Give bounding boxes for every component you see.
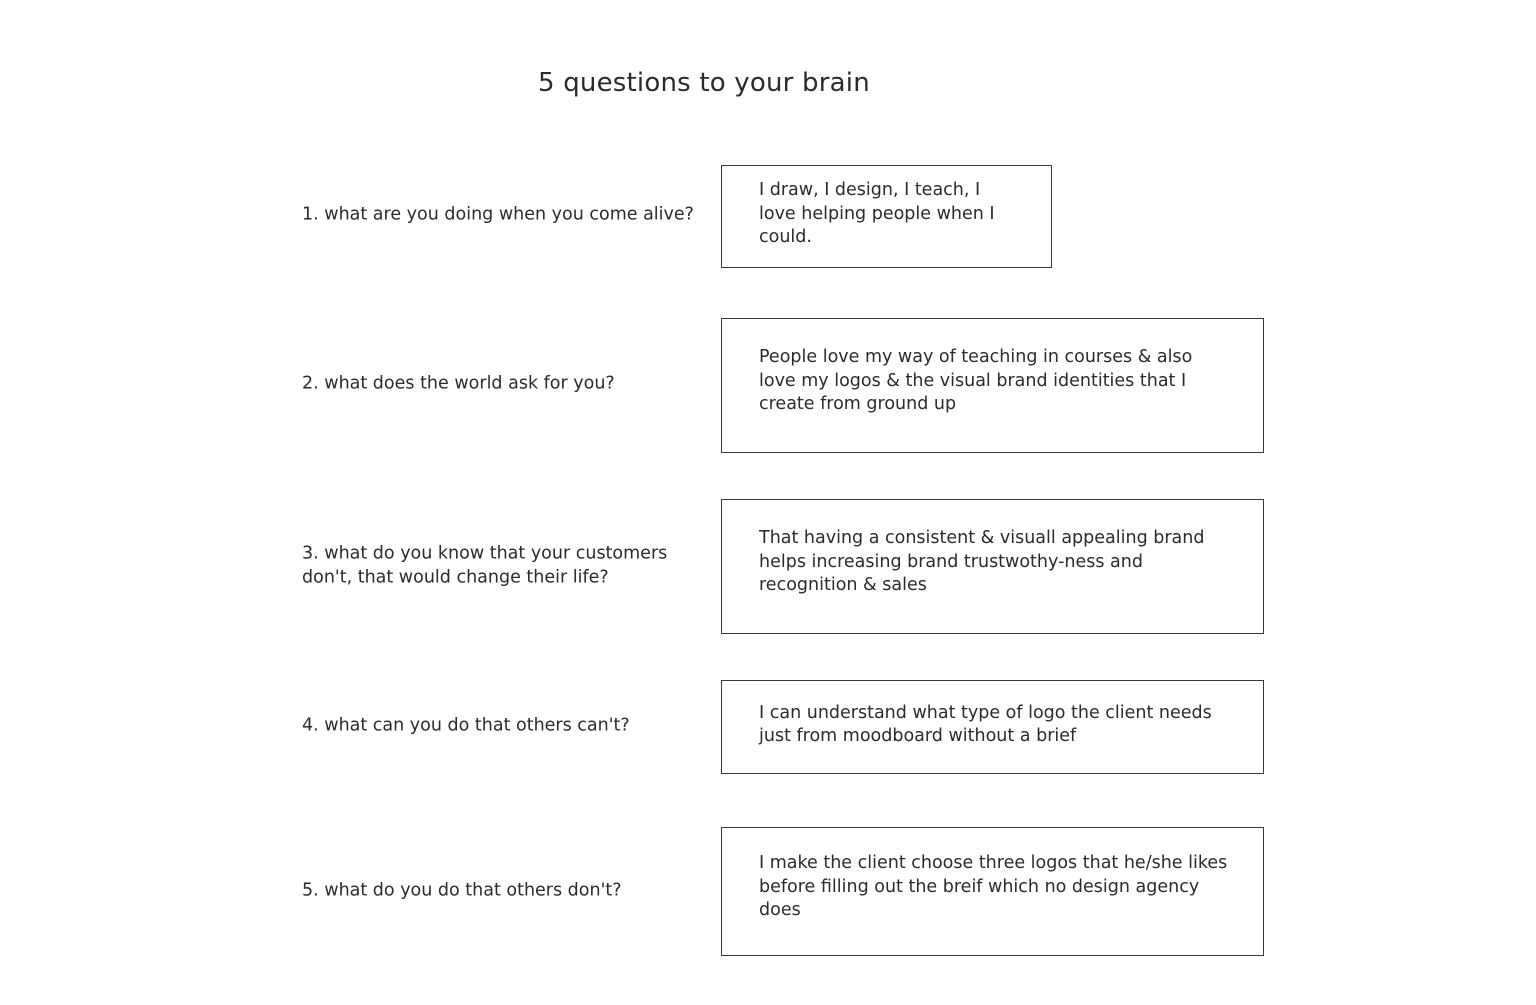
answer-3-text: That having a consistent & visuall appealing brand helps increasing brand trustwothy-ness and recognition & sales	[759, 528, 1205, 596]
question-2-label: 2. what does the world ask for you?	[302, 373, 615, 394]
question-4-label: 4. what can you do that others can't?	[302, 715, 630, 736]
answer-5-text: I make the client choose three logos that he/she likes before filling out the breif which no design agency does	[759, 853, 1228, 921]
answer-1-box[interactable]	[721, 165, 1052, 268]
question-5-label: 5. what do you do that others don't?	[302, 880, 622, 901]
page-title: 5 questions to your brain	[538, 68, 870, 98]
question-1-label: 1. what are you doing when you come alive?	[302, 204, 694, 225]
answer-5-box[interactable]	[721, 827, 1264, 956]
answer-2-box[interactable]	[721, 318, 1264, 453]
answer-4-box[interactable]	[721, 680, 1264, 774]
answer-2-text: People love my way of teaching in courses & also love my logos & the visual brand identities that I create from ground up	[759, 347, 1193, 415]
answer-4-text: I can understand what type of logo the client needs just from moodboard without a brief	[759, 702, 1212, 746]
answer-3-box[interactable]	[721, 499, 1264, 634]
question-3-label: 3. what do you know that your customers don't, that would change their life?	[302, 543, 668, 587]
answer-1-text: I draw, I design, I teach, I love helping people when I could.	[759, 180, 995, 248]
